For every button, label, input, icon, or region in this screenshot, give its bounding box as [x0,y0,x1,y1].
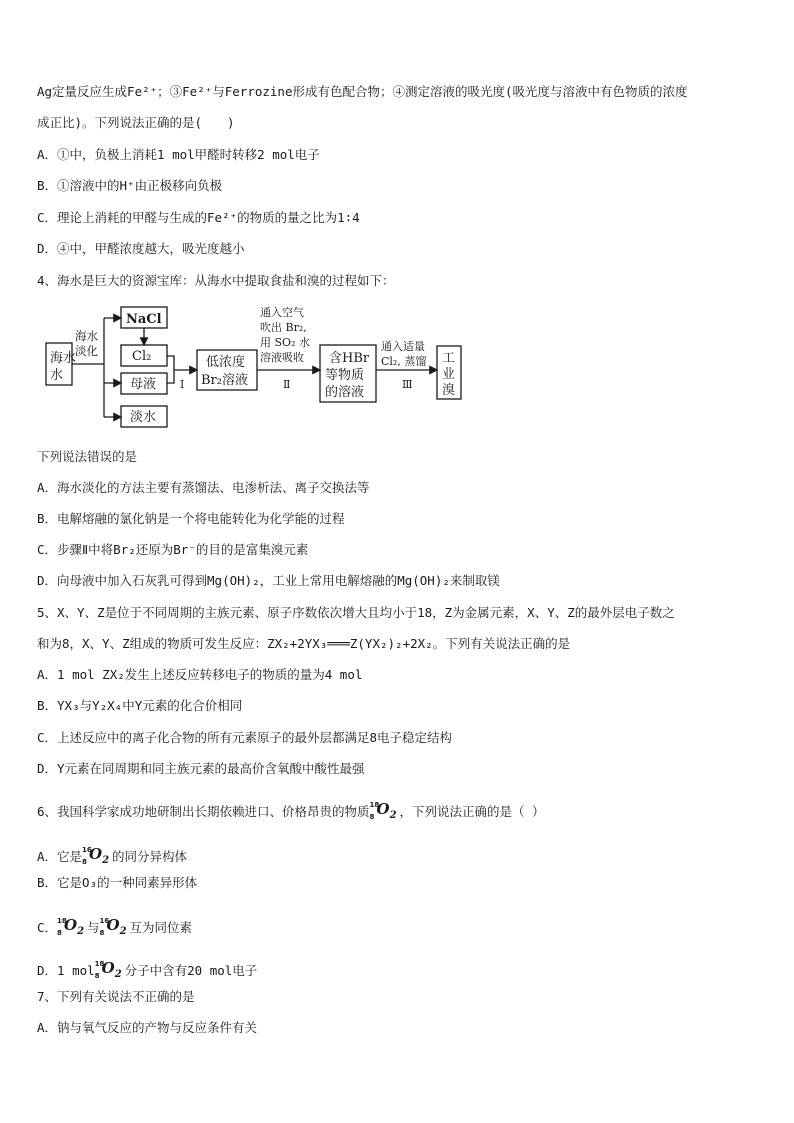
q3-text-line-1: Ag定量反应生成Fe²⁺；③Fe²⁺与Ferrozine形成有色配合物；④测定溶液的吸光度(吸光度与溶液中有色物质的浓度 [37,84,688,99]
label-air-4: 溶液吸收 [260,351,304,364]
q3-option-c: C．理论上消耗的甲醛与生成的Fe²⁺的物质的量之比为1∶4 [37,210,360,225]
q3-option-a: A．①中，负极上消耗1 mol甲醛时转移2 mol电子 [37,147,320,162]
label-seawater-2: 水 [50,368,64,383]
q6-option-a: A．它是 16 8 $O_2$ 的同分异构体 [37,845,188,866]
q5-text-line-2: 和为8，X、Y、Z组成的物质可发生反应：ZX₂+2YX₃═══Z(YX₂)₂+2X₂。下列有关说法正确的是 [37,636,571,651]
label-hbr-1: 含HBr [329,351,370,366]
label-cl2: Cl₂ [132,349,152,364]
q6-stem [37,798,545,821]
q3-option-d: D．④中，甲醛浓度越大，吸光度越小 [37,241,245,256]
label-desal-1: 海水 [75,329,98,343]
q4-stem: 4、海水是巨大的资源宝库：从海水中提取食盐和溴的过程如下： [37,273,395,288]
label-air-3: 用 SO₂ 水 [260,336,310,349]
label-step-1: Ⅰ [180,378,185,391]
isotope-18-o2: 18 8 $O_2$ [57,916,85,937]
q4-option-c: C．步骤Ⅱ中将Br₂还原为Br⁻的目的是富集溴元素 [37,542,309,557]
isotope-18-o2: 18 8 $O_2$ [94,959,122,980]
label-nacl: NaCl [126,312,162,327]
isotope-18-o2: 18 8 $O_2$ [369,800,397,821]
q5-option-a: A．1 mol ZX₂发生上述反应转移电子的物质的量为4 mol [37,667,363,682]
label-step-3: Ⅲ [402,378,413,391]
q4-option-a: A．海水淡化的方法主要有蒸馏法、电渗析法、离子交换法等 [37,480,370,495]
label-air-1: 通入空气 [260,306,304,319]
q6-option-c: C． 18 8 $O_2$ 与 16 8 $O_2$ 互为同位素 [37,916,193,937]
label-ind-1: 工 [442,351,456,366]
q5-option-d: D．Y元素在同周期和同主族元素的最高价含氧酸中酸性最强 [37,761,365,776]
q3-text-line-2: 成正比)。下列说法正确的是( ) [37,115,235,130]
q5-option-b: B．YX₃与Y₂X₄中Y元素的化合价相同 [37,698,243,713]
label-step-2: Ⅱ [283,378,291,391]
q7-option-a: A．钠与氧气反应的产物与反应条件有关 [37,1020,258,1035]
label-low-1: 低浓度 [206,355,246,370]
label-cl-2: Cl₂, 蒸馏 [381,355,427,368]
q6-stem-tail: ，下列说法正确的是（ ） [399,804,545,819]
label-fresh: 淡水 [130,410,157,425]
isotope-16-o2: 16 8 $O_2$ [99,916,127,937]
label-desal-2: 淡化 [75,344,98,358]
q4-question: 下列说法错误的是 [37,449,138,464]
q6-option-d: D．1 mol 18 8 $O_2$ 分子中含有20 mol电子 [37,959,258,980]
q6-stem-text: 6、我国科学家成功地研制出长期依赖进口、价格昂贵的物质 [37,804,370,819]
label-hbr-3: 的溶液 [325,385,365,400]
q3-option-b: B．①溶液中的H⁺由正极移向负极 [37,178,223,193]
label-ind-2: 业 [442,367,456,382]
q5-text-line-1: 5、X、Y、Z是位于不同周期的主族元素、原子序数依次增大且均小于18，Z为金属元素，X、Y、Z的最外层电子数之 [37,605,675,620]
q4-option-b: B．电解熔融的氯化钠是一个将电能转化为化学能的过程 [37,511,345,526]
isotope-16-o2: 16 8 $O_2$ [82,845,110,866]
q4-option-d: D．向母液中加入石灰乳可得到Mg(OH)₂，工业上常用电解熔融的Mg(OH)₂来制取镁 [37,573,500,588]
label-mother: 母液 [130,377,157,392]
label-air-2: 吹出 Br₂, [260,321,307,334]
label-low-2: Br₂溶液 [201,373,248,388]
label-hbr-2: 等物质 [325,368,365,383]
label-seawater-1: 海水 [50,351,77,366]
label-ind-3: 溴 [442,383,456,398]
q5-option-c: C．上述反应中的离子化合物的所有元素原子的最外层都满足8电子稳定结构 [37,730,453,745]
label-cl-1: 通入适量 [381,340,425,353]
seawater-process-diagram [44,302,474,434]
q6-option-b: B．它是O₃的一种同素异形体 [37,875,198,890]
q7-stem: 7、下列有关说法不正确的是 [37,989,195,1004]
